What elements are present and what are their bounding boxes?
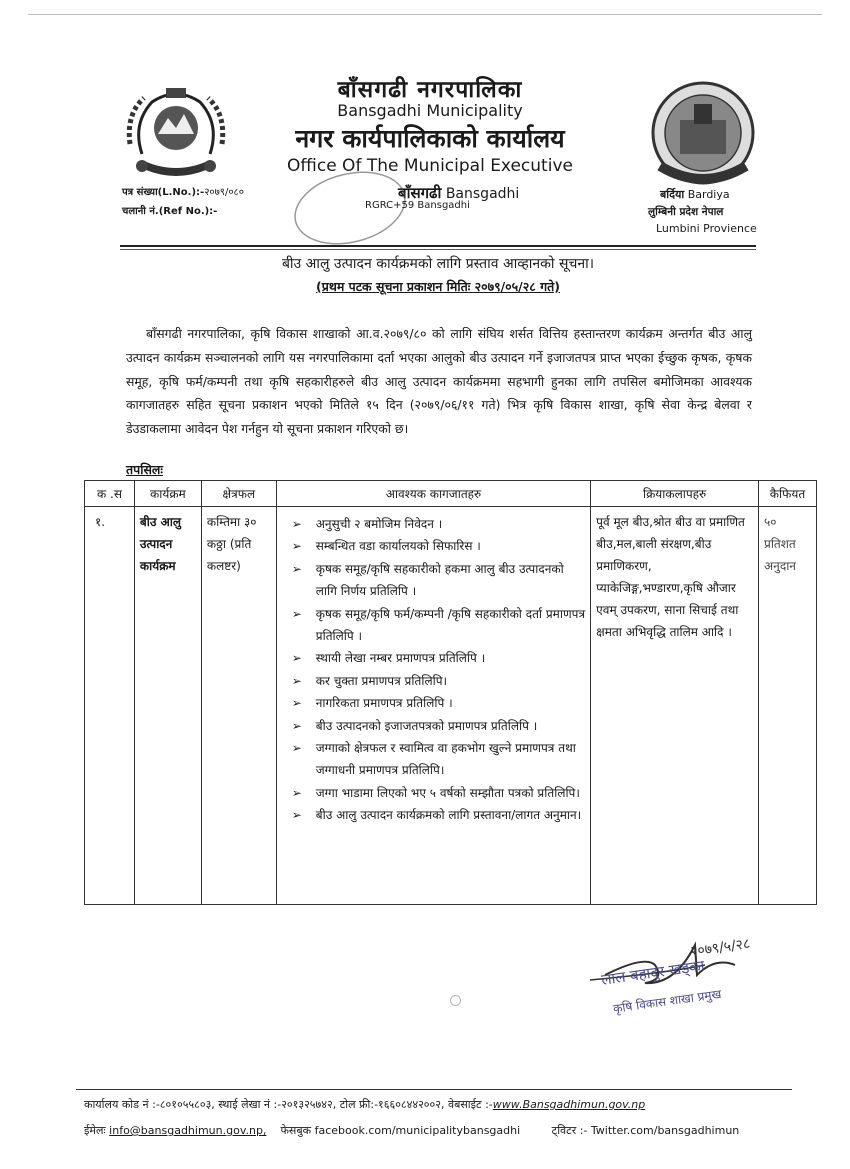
header-divider (120, 245, 756, 247)
office-code: कार्यालय कोड नं :-८०१०५५८०३, (84, 1098, 215, 1111)
twitter-link[interactable]: Twitter.com/bansgadhimun (590, 1124, 740, 1137)
email-link[interactable]: info@bansgadhimun.gov.np, (109, 1124, 267, 1137)
document-text: कृषक समूह/कृषि सहकारीको हकमा आलु बीउ उत्पादनको लागि निर्णय प्रतिलिपि । (315, 561, 564, 599)
table-row (85, 507, 817, 905)
location-label: बाँसगढी Bansgadhi (398, 184, 520, 202)
municipality-name-english: Bansgadhi Municipality (337, 101, 523, 120)
document-text: जग्गाको क्षेत्रफल र स्वामित्व वा हकभोग खुल्ने प्रमाणपत्र तथा जग्गाधनी प्रमाणपत्र प्रतिलिपि। (315, 741, 576, 778)
arrow-bullet-icon: ➢ (291, 741, 302, 756)
letter-number: पत्र संख्या(L.No.):-२०७९/०८० (122, 187, 244, 198)
tollfree-number: टोल फ्री:-१६६०८४४२००२, (339, 1098, 445, 1111)
document-item (291, 782, 585, 804)
footer-social-row (84, 1123, 814, 1138)
arrow-bullet-icon: ➢ (291, 517, 302, 531)
document-item (291, 804, 585, 826)
email-label: ईमेलः (84, 1124, 106, 1137)
column-header: क्रियाकलापहरु (591, 481, 759, 507)
document-item (291, 535, 585, 557)
column-header: आवश्यक कागजातहरु (276, 481, 590, 507)
office-name-nepali: नगर कार्यपालिकाको कार्यालय (295, 124, 565, 153)
arrow-bullet-icon: ➢ (291, 651, 302, 666)
website-link[interactable]: www.Bansgadhimun.gov.np (492, 1098, 646, 1111)
column-header: क्षेत्रफल (201, 481, 276, 507)
notice-body: बाँसगढी नगरपालिका, कृषि विकास शाखाको आ.व.२०७९/८० को लागि संघिय शर्सत वित्तिय हस्तान्तरण कार्यक्रम अन्तर्गत बीउ आलु उत्पादन कार्यक्रम सञ्चालनको लागि यस नगरपालिकामा दर्ता भएका आलुको बीउ उत्पादन गर्ने इजाजतपत्र प्राप्त भएका ईच्छुक कृषक, कृषक समूह, कृषि फर्म/कम्पनी तथा कृषि सहकारीहरुले बीउ आलु उत्पादन कार्यक्रममा सहभागी हुनका लागि तपसिल बमोजिमका आवश्यक कागजातहरु सहित सूचना प्रकाशन भएको मितिले १५ दिन (२०७९/०६/११ गते) भित्र कृषि विकास शाखा, कृषि सेवा केन्द्र बेलवा र डेउडाकलामा आवेदन पेश गर्नहुन यो सूचना प्रकाशन गरिएको छ। (126, 326, 752, 437)
document-item (291, 513, 585, 535)
document-text: सम्बन्धित वडा कार्यालयको सिफारिस । (315, 539, 481, 554)
column-header: कार्यक्रम (134, 481, 201, 507)
column-header: क .स (85, 481, 135, 507)
document-text: कृषक समूह/कृषि फर्म/कम्पनी /कृषि सहकारीको दर्ता प्रमाणपत्र प्रतिलिपि । (315, 606, 586, 644)
program-name: बीउ आलु उत्पादन कार्यक्रम (134, 507, 201, 905)
footer-divider (76, 1089, 792, 1090)
required-documents (276, 507, 590, 905)
document-item (291, 715, 585, 737)
decorative-dot (450, 995, 461, 1006)
document-text: जग्गा भाडामा लिएको भए ५ वर्षको सम्झौता पत्रको प्रतिलिपि। (315, 785, 580, 800)
province-nepali: लुम्बिनी प्रदेश नेपाल (648, 206, 724, 218)
footer-contact-row (84, 1097, 814, 1112)
facebook-label: फेसबुक (280, 1124, 312, 1137)
document-item (291, 692, 585, 714)
signatory-title: कृषि विकास शाखा प्रमुख (612, 986, 723, 1016)
arrow-bullet-icon: ➢ (291, 696, 302, 711)
facebook-link[interactable]: facebook.com/municipalitybansgadhi (314, 1124, 521, 1137)
arrow-bullet-icon: ➢ (291, 606, 302, 621)
district-label: बर्दिया Bardiya (660, 188, 730, 201)
municipality-name-nepali: बाँसगढी नगरपालिका (337, 77, 523, 103)
document-text: अनुसुची २ बमोजिम निवेदन । (315, 517, 443, 531)
website-label: वेबसाईट :- (447, 1098, 493, 1111)
requirements-table (84, 480, 817, 905)
remarks: ५० प्रतिशत अनुदान (759, 507, 817, 905)
document-item (291, 558, 585, 603)
regd-number: RGRC+59 Bansgadhi (365, 200, 470, 211)
details-label: तपसिलः (126, 462, 163, 477)
nepal-emblem-icon (122, 84, 230, 180)
arrow-bullet-icon: ➢ (291, 718, 302, 733)
signature-date: २०७९/५/२८ (689, 935, 752, 961)
notice-title: बीउ आलु उत्पादन कार्यक्रमको लागि प्रस्ताव आव्हानको सूचना। (281, 256, 595, 272)
document-text: बीउ आलु उत्पादन कार्यक्रमको लागि प्रस्तावना/लागत अनुमान। (315, 808, 582, 823)
arrow-bullet-icon: ➢ (291, 561, 302, 576)
signatory-name: लाल बहादुर खड्का (600, 956, 706, 989)
pan-number: स्थाई लेखा नं :-२०१३२५७४२, (218, 1098, 337, 1111)
table-header-row (85, 481, 817, 507)
serial-number: १. (85, 507, 135, 905)
document-text: स्थायी लेखा नम्बर प्रमाणपत्र प्रतिलिपि । (315, 651, 486, 666)
office-name-english: Office Of The Municipal Executive (287, 156, 573, 176)
documents-list (282, 513, 585, 827)
arrow-bullet-icon: ➢ (291, 808, 302, 823)
top-border (28, 14, 822, 15)
municipality-seal-icon (650, 80, 756, 194)
document-text: बीउ उत्पादनको इजाजतपत्रको प्रमाणपत्र प्रतिलिपि । (315, 718, 538, 733)
arrow-bullet-icon: ➢ (291, 539, 302, 554)
document-item (291, 737, 585, 782)
reference-number: चलानी नं.(Ref No.):- (122, 206, 218, 217)
header-divider-thin (120, 249, 756, 250)
twitter-label: ट्विटर :- (551, 1124, 588, 1137)
activities: पूर्व मूल बीउ,श्रोत बीउ वा प्रमाणित बीउ,मल,बाली संरक्षण,बीउ प्रमाणिकरण, प्याकेजिङ्ग,भण्डारण,कृषि औजार एवम् उपकरण, साना सिचाई तथा क्षमता अभिवृद्धि तालिम आदि । (591, 507, 759, 905)
province-english: Lumbini Provience (656, 222, 757, 235)
column-header: कैफियत (759, 481, 817, 507)
document-text: नागरिकता प्रमाणपत्र प्रतिलिपि । (315, 696, 453, 711)
arrow-bullet-icon: ➢ (291, 673, 302, 688)
publication-date: (प्रथम पटक सूचना प्रकाशन मितिः २०७९/०५/२८ गते) (316, 279, 560, 294)
arrow-bullet-icon: ➢ (291, 785, 302, 800)
document-item (291, 670, 585, 692)
document-text: कर चुक्ता प्रमाणपत्र प्रतिलिपि। (315, 673, 448, 688)
document-item (291, 647, 585, 669)
area-requirement: कम्तिमा ३० कठ्ठा (प्रति कलष्टर) (201, 507, 276, 905)
document-item (291, 603, 586, 648)
